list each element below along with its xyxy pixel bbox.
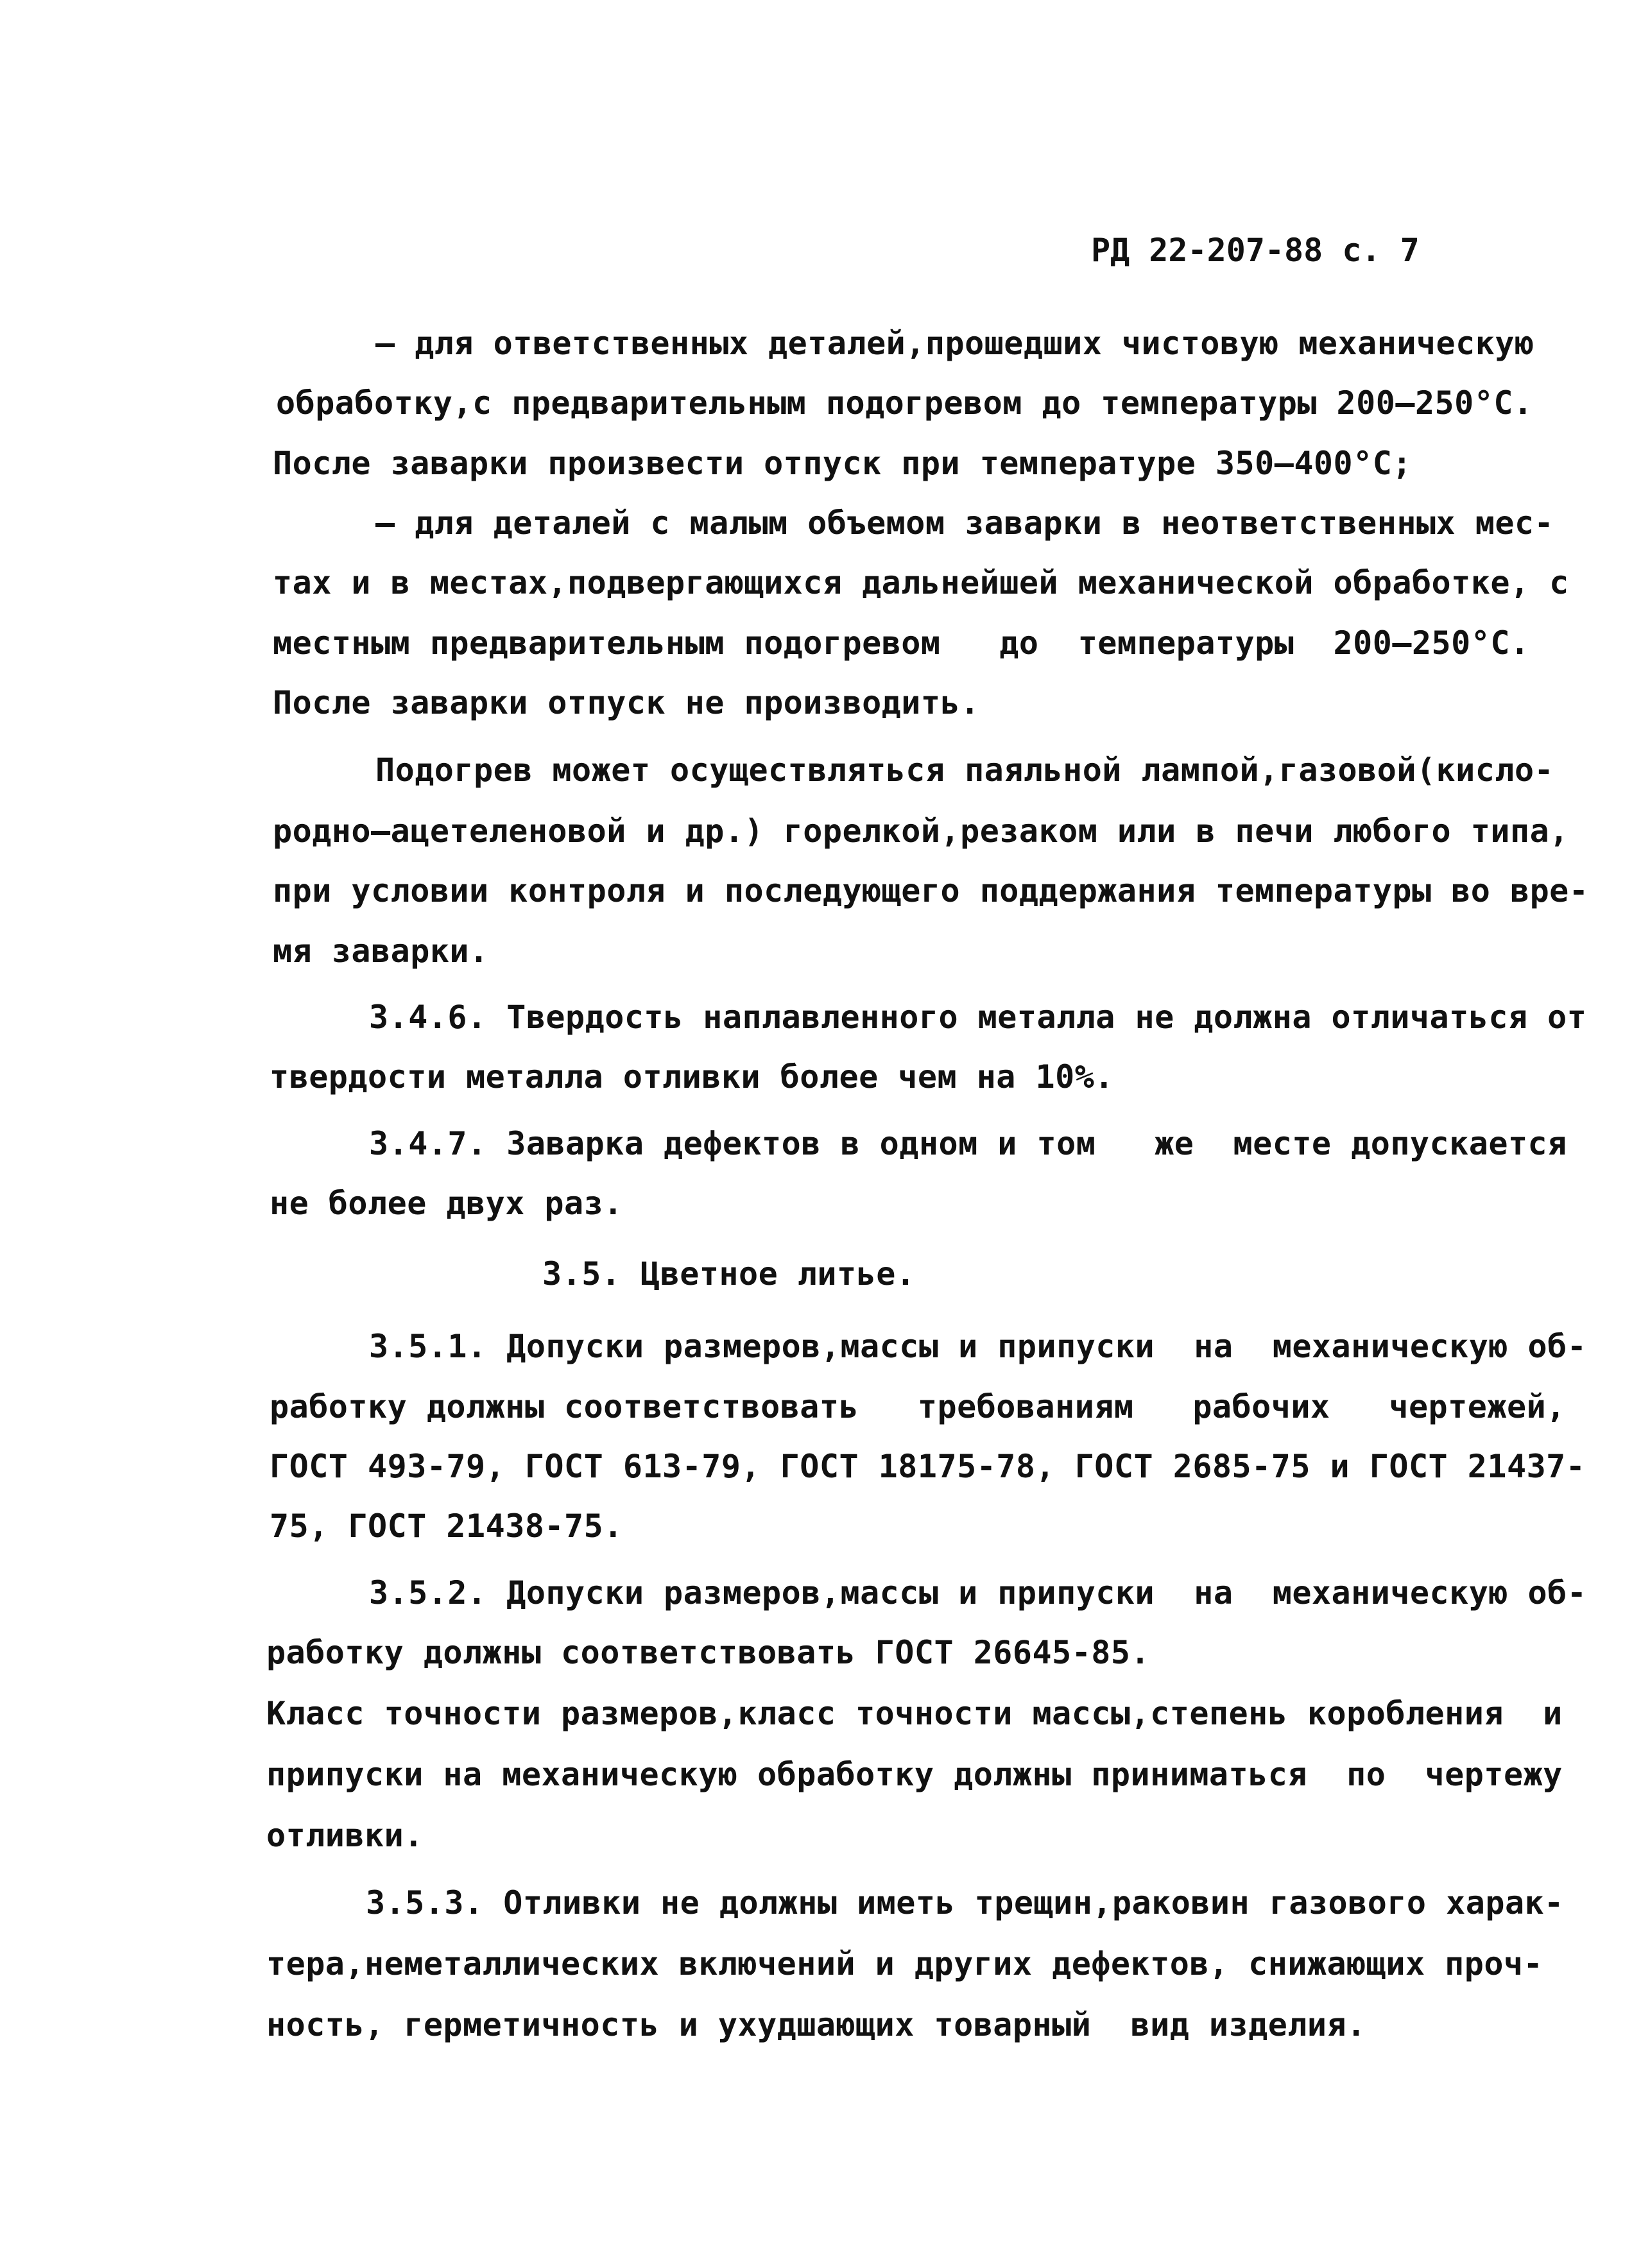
text-line-10: при условии контроля и последующего поддержания температуры во вре- [273,872,1589,909]
page-header: РД 22-207-88 с. 7 [1091,232,1420,269]
text-line-24: припуски на механическую обработку должны приниматься по чертежу [266,1756,1563,1793]
text-line-22: работку должны соответствовать ГОСТ 26645-85. [266,1634,1151,1671]
text-line-4: – для деталей с малым объемом заварки в неответственных мес- [375,504,1554,542]
text-line-18: работку должны соответствовать требованиям рабочих чертежей, [270,1388,1566,1425]
text-line-15: не более двух раз. [270,1185,623,1222]
text-line-26: 3.5.3. Отливки не должны иметь трещин,раковин газового харак- [366,1884,1564,1921]
text-line-2: обработку,с предварительным подогревом до температуры 200–250°С. [276,384,1533,422]
text-line-9: родно–ацетеленовой и др.) горелкой,резаком или в печи любого типа, [273,812,1569,850]
text-line-11: мя заварки. [273,932,489,970]
text-line-20: 75, ГОСТ 21438-75. [270,1508,623,1545]
text-line-5: тах и в местах,подвергающихся дальнейшей механической обработке, с [273,564,1569,601]
text-line-27: тера,неметаллических включений и других дефектов, снижающих проч- [266,1945,1543,1982]
section-heading: 3.5. Цветное литье. [542,1255,916,1293]
text-line-3: После заварки произвести отпуск при температуре 350–400°С; [273,445,1412,482]
text-line-7: После заварки отпуск не производить. [273,684,980,721]
text-line-12: 3.4.6. Твердость наплавленного металла не должна отличаться от [369,999,1587,1036]
text-line-6: местным предварительным подогревом до температуры 200–250°С. [273,624,1530,662]
text-line-21: 3.5.2. Допуски размеров,массы и припуски на механическую об- [369,1574,1587,1611]
text-line-28: ность, герметичность и ухудшающих товарный вид изделия. [266,2006,1366,2043]
text-line-25: отливки. [266,1817,424,1854]
text-line-17: 3.5.1. Допуски размеров,массы и припуски на механическую об- [369,1328,1587,1365]
text-line-23: Класс точности размеров,класс точности массы,степень коробления и [266,1695,1563,1732]
text-line-14: 3.4.7. Заварка дефектов в одном и том же месте допускается [369,1125,1567,1162]
text-line-19: ГОСТ 493-79, ГОСТ 613-79, ГОСТ 18175-78, ГОСТ 2685-75 и ГОСТ 21437- [270,1448,1586,1485]
text-line-8: Подогрев может осуществляться паяльной лампой,газовой(кисло- [375,752,1554,789]
text-line-13: твердости металла отливки более чем на 10%. [270,1058,1114,1095]
text-line-1: – для ответственных деталей,прошедших чистовую механическую [375,325,1534,362]
